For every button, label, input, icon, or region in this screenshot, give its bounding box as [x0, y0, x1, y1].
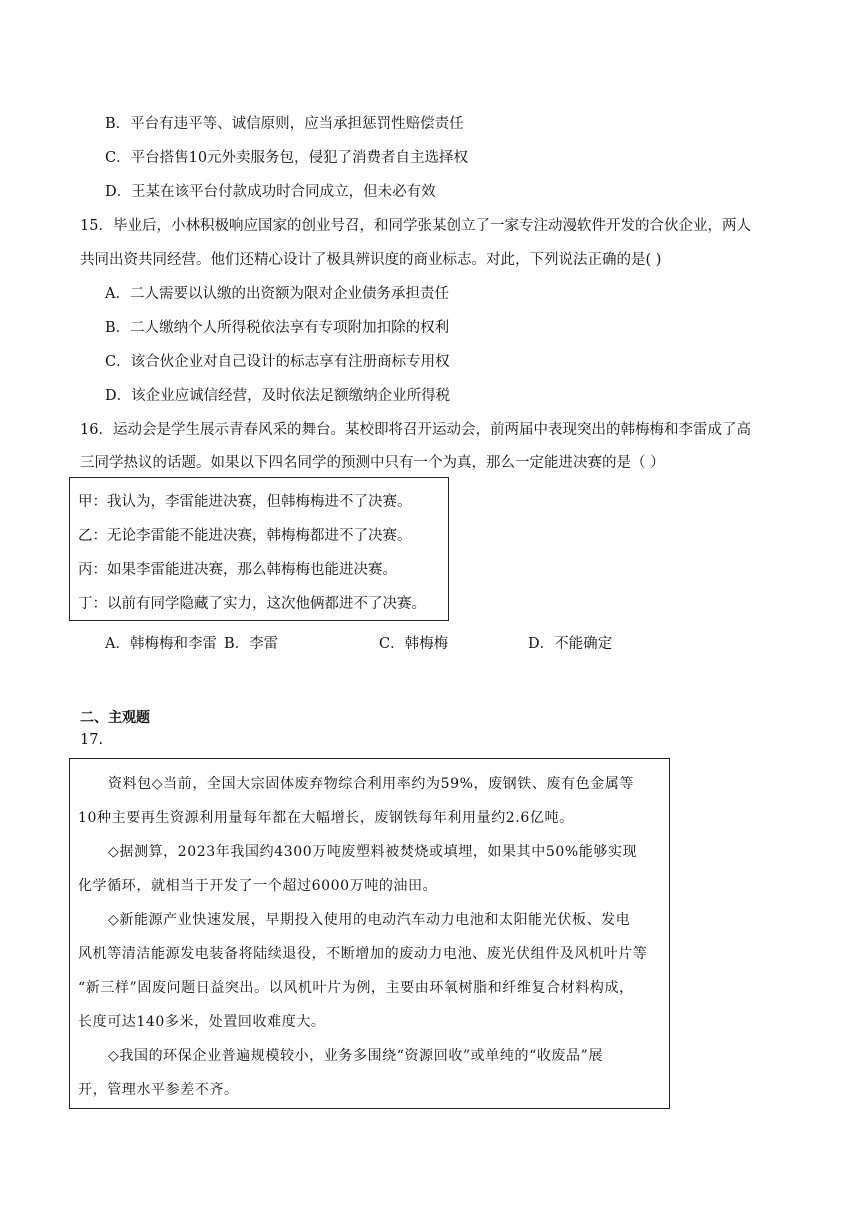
- q14-option-c: C．平台搭售10元外卖服务包，侵犯了消费者自主选择权: [105, 150, 469, 166]
- q16-option-a: A．韩梅梅和李雷: [105, 636, 217, 652]
- q15-stem-line1: 15．毕业后，小林积极响应国家的创业号召，和同学张某创立了一家专注动漫软件开发的合伙企业，两人: [80, 218, 751, 234]
- q15-stem-line2: 共同出资共同经营。他们还精心设计了极具辨识度的商业标志。对此，下列说法正确的是( ): [80, 252, 662, 268]
- q15-option-d: D．该企业应诚信经营，及时依法足额缴纳企业所得税: [105, 388, 451, 404]
- prediction-yi: 乙：无论李雷能不能进决赛，韩梅梅都进不了决赛。: [78, 528, 412, 544]
- q15-option-b: B．二人缴纳个人所得税依法享有专项附加扣除的权利: [105, 320, 450, 336]
- section-title: 二、主观题: [80, 710, 150, 726]
- q15-option-a: A．二人需要以认缴的出资额为限对企业债务承担责任: [105, 286, 449, 302]
- material-line: 开，管理水平参差不齐。: [78, 1082, 239, 1098]
- material-line: 10种主要再生资源利用量每年都在大幅增长，废钢铁每年利用量约2.6亿吨。: [78, 810, 574, 826]
- material-line: ◇我国的环保企业普遍规模较小，业务多围绕“资源回收”或单纯的“收废品”展: [108, 1048, 603, 1064]
- q17-number: 17.: [80, 732, 104, 748]
- q15-option-c: C．该合伙企业对自己设计的标志享有注册商标专用权: [105, 354, 450, 370]
- material-line: ◇新能源产业快速发展，早期投入使用的电动汽车动力电池和太阳能光伏板、发电: [108, 912, 631, 928]
- q14-option-d: D．王某在该平台付款成功时合同成立，但未必有效: [105, 184, 436, 200]
- material-line: 风机等清洁能源发电装备将陆续退役，不断增加的废动力电池、废光伏组件及风机叶片等: [78, 946, 648, 962]
- q16-option-b: B．李雷: [224, 636, 279, 652]
- material-line: 长度可达140多米，处置回收难度大。: [78, 1014, 326, 1030]
- q17-material-box: [69, 758, 670, 1109]
- prediction-ding: 丁：以前有同学隐藏了实力，这次他俩都进不了决赛。: [78, 596, 426, 612]
- q14-option-b: B．平台有违平等、诚信原则，应当承担惩罚性赔偿责任: [105, 116, 464, 132]
- material-line: 化学循环，就相当于开发了一个超过6000万吨的油田。: [78, 878, 438, 894]
- material-line: ◇据测算，2023年我国约4300万吨废塑料被焚烧或填埋，如果其中50%能够实现: [108, 844, 638, 860]
- prediction-bing: 丙：如果李雷能进决赛，那么韩梅梅也能进决赛。: [78, 562, 397, 578]
- q16-option-c: C．韩梅梅: [379, 636, 449, 652]
- q16-stem-line2: 三同学热议的话题。如果以下四名同学的预测中只有一个为真，那么一定能进决赛的是（ ）: [80, 455, 665, 471]
- q16-stem-line1: 16．运动会是学生展示青春风采的舞台。某校即将召开运动会，前两届中表现突出的韩梅梅和李雷成了高: [80, 422, 751, 438]
- q16-predictions-box: [69, 477, 449, 621]
- q16-option-d: D．不能确定: [528, 636, 613, 652]
- material-line: 资料包◇当前，全国大宗固体废弃物综合利用率约为59%，废钢铁、废有色金属等: [108, 776, 635, 792]
- prediction-jia: 甲：我认为，李雷能进决赛，但韩梅梅进不了决赛。: [78, 494, 412, 510]
- material-line: “新三样”固废问题日益突出。以风机叶片为例，主要由环氧树脂和纤维复合材料构成，: [78, 980, 634, 996]
